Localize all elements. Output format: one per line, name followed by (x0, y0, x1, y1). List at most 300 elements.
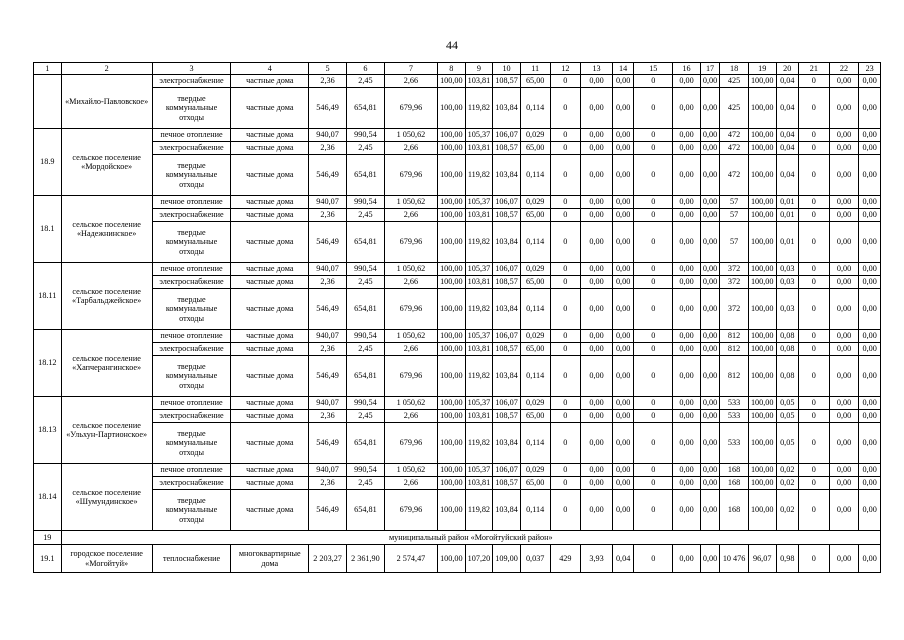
table-cell: 546,49 (309, 155, 347, 196)
table-row (34, 423, 881, 464)
table-cell: 0,00 (612, 276, 633, 289)
table-cell: 2,66 (384, 75, 437, 88)
table-cell: 0 (799, 490, 830, 531)
table-cell: 0,00 (859, 155, 881, 196)
table-cell: 106,07 (493, 196, 521, 209)
table-cell: 2,45 (346, 276, 384, 289)
table-cell: электроснабжение (152, 477, 231, 490)
table-cell: 0,04 (776, 75, 799, 88)
table-cell: 0 (799, 222, 830, 263)
table-cell: 0,00 (612, 410, 633, 423)
table-cell: 0 (550, 222, 581, 263)
table-cell: 0,00 (612, 464, 633, 477)
table-cell: 100,00 (748, 129, 776, 142)
table-cell: 103,84 (493, 423, 521, 464)
table-cell: 0,04 (776, 142, 799, 155)
table-cell: 0,08 (776, 343, 799, 356)
table-cell: 0,00 (700, 397, 719, 410)
table-cell: 100,00 (748, 263, 776, 276)
table-cell: 0,01 (776, 209, 799, 222)
table-cell: 2,66 (384, 477, 437, 490)
table-cell: 0,00 (859, 545, 881, 573)
table-cell: 105,37 (465, 397, 493, 410)
table-cell: 100,00 (748, 356, 776, 397)
table-cell: 0,00 (581, 75, 613, 88)
table-cell: 654,81 (346, 88, 384, 129)
table-cell: 65,00 (520, 209, 550, 222)
table-cell: частные дома (231, 410, 309, 423)
table-cell: 119,82 (465, 490, 493, 531)
table-cell: 0,00 (859, 490, 881, 531)
column-number: 14 (612, 63, 633, 75)
column-number: 21 (799, 63, 830, 75)
table-cell: 0,00 (581, 490, 613, 531)
table-cell: 100,00 (438, 464, 466, 477)
table-cell: 0,03 (776, 263, 799, 276)
table-cell: 0 (550, 276, 581, 289)
table-cell: 0 (799, 343, 830, 356)
table-cell: 0 (799, 276, 830, 289)
table-cell: 0,00 (612, 343, 633, 356)
table-cell: 2,45 (346, 75, 384, 88)
table-cell: 0,00 (700, 75, 719, 88)
table-cell: 654,81 (346, 356, 384, 397)
table-row (34, 490, 881, 531)
table-cell: 0,00 (859, 222, 881, 263)
table-cell: 2 203,27 (309, 545, 347, 573)
table-row (34, 209, 881, 222)
table-cell: 0,00 (859, 209, 881, 222)
table-cell: 103,81 (465, 410, 493, 423)
table-cell: 1 050,62 (384, 330, 437, 343)
table-cell: 679,96 (384, 356, 437, 397)
table-row (34, 545, 881, 573)
table-row (34, 263, 881, 276)
table-cell: 0,00 (612, 75, 633, 88)
table-cell: 103,81 (465, 276, 493, 289)
table-cell: 109,00 (493, 545, 521, 573)
table-cell: 65,00 (520, 477, 550, 490)
table-cell: 0,00 (700, 423, 719, 464)
table-cell: частные дома (231, 343, 309, 356)
table-cell: 0,00 (673, 423, 701, 464)
table-cell: 679,96 (384, 222, 437, 263)
table-cell: 0,00 (581, 129, 613, 142)
table-cell: 0,00 (581, 209, 613, 222)
table-cell: 100,00 (748, 343, 776, 356)
table-cell: электроснабжение (152, 410, 231, 423)
table-cell: 654,81 (346, 423, 384, 464)
table-cell: 0,00 (673, 263, 701, 276)
table-cell: 0,04 (612, 545, 633, 573)
table-cell: 0,02 (776, 490, 799, 531)
table-cell: 100,00 (748, 75, 776, 88)
column-number: 4 (231, 63, 309, 75)
table-cell: 546,49 (309, 356, 347, 397)
table-cell: 0,00 (673, 276, 701, 289)
table-cell: 372 (720, 263, 749, 276)
table-cell: 0,00 (700, 545, 719, 573)
table-row (34, 356, 881, 397)
table-cell: 0,114 (520, 222, 550, 263)
table-cell: 103,84 (493, 356, 521, 397)
table-cell: 100,00 (748, 477, 776, 490)
table-cell: 940,07 (309, 330, 347, 343)
table-cell: 119,82 (465, 289, 493, 330)
settlement-name: сельское поселение «Надежнинское» (61, 196, 152, 263)
table-cell: 0 (799, 397, 830, 410)
table-cell: 2,45 (346, 477, 384, 490)
column-number: 16 (673, 63, 701, 75)
table-cell: 546,49 (309, 289, 347, 330)
table-cell: 65,00 (520, 75, 550, 88)
table-cell: 0,00 (859, 263, 881, 276)
table-cell: 0,03 (776, 289, 799, 330)
table-cell: 0,037 (520, 545, 550, 573)
table-cell: 108,57 (493, 209, 521, 222)
column-number: 19 (748, 63, 776, 75)
table-row (34, 289, 881, 330)
column-number: 9 (465, 63, 493, 75)
table-cell: 1 050,62 (384, 263, 437, 276)
table-cell: 106,07 (493, 330, 521, 343)
settlement-name: сельское поселение «Хапчерангинское» (61, 330, 152, 397)
table-cell: 0,00 (673, 343, 701, 356)
table-cell: 0,00 (612, 330, 633, 343)
table-cell: 0 (799, 423, 830, 464)
table-cell: 0,05 (776, 397, 799, 410)
table-cell: 0,00 (673, 356, 701, 397)
table-cell: 990,54 (346, 196, 384, 209)
table-row (34, 155, 881, 196)
table-cell: 103,81 (465, 75, 493, 88)
row-number: 18.11 (34, 263, 62, 330)
table-cell: 168 (720, 464, 749, 477)
table-cell: 654,81 (346, 490, 384, 531)
table-row (34, 196, 881, 209)
table-cell: частные дома (231, 397, 309, 410)
table-cell: 2,45 (346, 410, 384, 423)
table-cell: 0,00 (859, 477, 881, 490)
table-cell: 0,00 (612, 289, 633, 330)
table-cell: твердые коммунальные отходы (152, 289, 231, 330)
table-cell: 100,00 (438, 423, 466, 464)
table-cell: 0,00 (581, 88, 613, 129)
table-cell: 0,00 (581, 263, 613, 276)
table-cell: 990,54 (346, 263, 384, 276)
settlement-name: сельское поселение «Тарбальджейское» (61, 263, 152, 330)
table-cell: 0,00 (581, 397, 613, 410)
column-number: 13 (581, 63, 613, 75)
table-cell: 0,00 (829, 490, 859, 531)
table-cell: 2,36 (309, 477, 347, 490)
table-cell: 106,07 (493, 129, 521, 142)
table-cell: 546,49 (309, 88, 347, 129)
table-cell: 105,37 (465, 196, 493, 209)
table-cell: 0 (634, 222, 673, 263)
table-row (34, 343, 881, 356)
table-cell: печное отопление (152, 397, 231, 410)
table-cell: 0 (799, 142, 830, 155)
table-cell: 0,00 (829, 222, 859, 263)
table-cell: 2,36 (309, 209, 347, 222)
table-cell: 108,57 (493, 142, 521, 155)
table-cell: 0,00 (673, 397, 701, 410)
table-cell: 103,84 (493, 222, 521, 263)
table-cell: твердые коммунальные отходы (152, 222, 231, 263)
table-cell: 533 (720, 423, 749, 464)
table-cell: 3,93 (581, 545, 613, 573)
table-cell: 0 (550, 464, 581, 477)
table-cell: 2 361,90 (346, 545, 384, 573)
table-cell: 100,00 (748, 276, 776, 289)
table-cell: 108,57 (493, 410, 521, 423)
table-cell: 100,00 (438, 289, 466, 330)
column-number: 20 (776, 63, 799, 75)
table-cell: 0 (634, 129, 673, 142)
table-cell: 0,00 (859, 330, 881, 343)
table-cell: печное отопление (152, 196, 231, 209)
table-cell: 0 (550, 263, 581, 276)
table-cell: 0,00 (700, 209, 719, 222)
table-cell: частные дома (231, 209, 309, 222)
table-cell: 100,00 (748, 423, 776, 464)
table-cell: 0,029 (520, 464, 550, 477)
table-cell: 0,00 (859, 343, 881, 356)
table-cell: 0,00 (829, 545, 859, 573)
table-cell: 0 (550, 356, 581, 397)
table-cell: 0,00 (700, 343, 719, 356)
table-cell: 1 050,62 (384, 196, 437, 209)
table-cell: 100,00 (438, 196, 466, 209)
table-cell: 0,08 (776, 330, 799, 343)
table-cell: 103,84 (493, 289, 521, 330)
table-cell: 0,00 (700, 263, 719, 276)
table-cell: 0,114 (520, 88, 550, 129)
table-cell: 0,00 (829, 423, 859, 464)
table-cell: 0,00 (700, 477, 719, 490)
table-cell: 2,36 (309, 142, 347, 155)
table-cell: 119,82 (465, 155, 493, 196)
table-cell: 0,00 (612, 490, 633, 531)
table-cell: печное отопление (152, 330, 231, 343)
table-cell: частные дома (231, 330, 309, 343)
table-cell: электроснабжение (152, 276, 231, 289)
table-cell: частные дома (231, 490, 309, 531)
table-cell: 0,00 (829, 410, 859, 423)
table-cell: 0,00 (829, 263, 859, 276)
table-cell: 0,00 (700, 356, 719, 397)
table-cell: 0,00 (581, 289, 613, 330)
table-cell: 546,49 (309, 423, 347, 464)
table-cell: 0,00 (829, 464, 859, 477)
table-cell: 100,00 (438, 155, 466, 196)
table-cell: электроснабжение (152, 209, 231, 222)
table-cell: 106,07 (493, 464, 521, 477)
table-cell: 0,00 (673, 545, 701, 573)
table-cell: 546,49 (309, 222, 347, 263)
table-cell: 0 (634, 289, 673, 330)
table-cell: 0,114 (520, 289, 550, 330)
table-cell: 0,00 (829, 289, 859, 330)
table-cell: 0,04 (776, 129, 799, 142)
table-cell: 2,45 (346, 142, 384, 155)
table-cell: частные дома (231, 142, 309, 155)
table-cell: 0,00 (700, 196, 719, 209)
table-cell: 100,00 (438, 263, 466, 276)
row-number: 18.14 (34, 464, 62, 531)
table-cell: 100,00 (438, 330, 466, 343)
row-number (34, 75, 62, 129)
table-cell: 940,07 (309, 263, 347, 276)
table-cell: 100,00 (438, 222, 466, 263)
settlement-name: городское поселение «Могойтуй» (61, 545, 152, 573)
table-cell: 0,00 (673, 330, 701, 343)
table-cell: 0,00 (700, 276, 719, 289)
table-cell: 1 050,62 (384, 397, 437, 410)
table-cell: 679,96 (384, 423, 437, 464)
table-cell: 679,96 (384, 155, 437, 196)
table-cell: 0 (550, 397, 581, 410)
table-cell: частные дома (231, 356, 309, 397)
row-number: 18.12 (34, 330, 62, 397)
table-cell: 0 (799, 477, 830, 490)
table-cell: частные дома (231, 289, 309, 330)
table-cell: 108,57 (493, 276, 521, 289)
column-number: 6 (346, 63, 384, 75)
row-number: 19.1 (34, 545, 62, 573)
table-cell: 0,00 (612, 222, 633, 263)
table-cell: многоквартирные дома (231, 545, 309, 573)
table-cell: 100,00 (438, 88, 466, 129)
table-cell: 0 (550, 129, 581, 142)
table-cell: 0,02 (776, 464, 799, 477)
table-cell: 0 (634, 464, 673, 477)
table-cell: 990,54 (346, 330, 384, 343)
table-cell: 940,07 (309, 196, 347, 209)
table-cell: 0,00 (859, 397, 881, 410)
table-cell: 100,00 (438, 490, 466, 531)
table-cell: 103,84 (493, 88, 521, 129)
table-cell: 0 (799, 209, 830, 222)
table-cell: 0,029 (520, 129, 550, 142)
table-cell: 0,00 (859, 276, 881, 289)
table-cell: 0,00 (829, 477, 859, 490)
table-cell: 0,00 (581, 356, 613, 397)
table-cell: 546,49 (309, 490, 347, 531)
table-cell: 940,07 (309, 129, 347, 142)
table-cell: 0,00 (829, 397, 859, 410)
table-cell: частные дома (231, 464, 309, 477)
table-cell: 0 (634, 397, 673, 410)
table-cell: 100,00 (748, 209, 776, 222)
table-cell: 654,81 (346, 289, 384, 330)
table-cell: 100,00 (438, 397, 466, 410)
table-cell: 65,00 (520, 410, 550, 423)
table-cell: 0 (550, 343, 581, 356)
table-row (34, 330, 881, 343)
table-cell: 100,00 (748, 142, 776, 155)
table-cell: 2,45 (346, 209, 384, 222)
table-cell: 105,37 (465, 464, 493, 477)
column-number: 1 (34, 63, 62, 75)
table-cell: 0,00 (673, 289, 701, 330)
table-cell: 65,00 (520, 142, 550, 155)
table-cell: 103,84 (493, 155, 521, 196)
table-cell: 100,00 (748, 222, 776, 263)
table-cell: 2,36 (309, 410, 347, 423)
table-cell: 0 (634, 343, 673, 356)
table-cell: 2,36 (309, 75, 347, 88)
district-row (34, 531, 881, 545)
table-cell: 0,114 (520, 155, 550, 196)
table-cell: 533 (720, 410, 749, 423)
table-row (34, 276, 881, 289)
table-cell: 0,04 (776, 88, 799, 129)
table-cell: 425 (720, 75, 749, 88)
table-cell: 100,00 (438, 545, 466, 573)
table-cell: 425 (720, 88, 749, 129)
table-cell: 119,82 (465, 356, 493, 397)
page-number: 44 (446, 38, 458, 52)
table-cell: 0,00 (673, 490, 701, 531)
table-cell: 103,81 (465, 209, 493, 222)
table-cell: 0,08 (776, 356, 799, 397)
table-cell: 0,00 (612, 196, 633, 209)
table-cell: 65,00 (520, 276, 550, 289)
table-cell: 0,00 (612, 155, 633, 196)
table-cell: частные дома (231, 222, 309, 263)
table-cell: частные дома (231, 276, 309, 289)
table-cell: 429 (550, 545, 581, 573)
table-cell: 0 (634, 142, 673, 155)
column-number: 23 (859, 63, 881, 75)
table-cell: 0,00 (700, 142, 719, 155)
table-cell: 0,05 (776, 423, 799, 464)
table-cell: 0,114 (520, 490, 550, 531)
table-cell: 0 (799, 464, 830, 477)
table-cell: 0 (550, 155, 581, 196)
table-cell: 0 (799, 196, 830, 209)
table-cell: 0,00 (829, 155, 859, 196)
column-number: 11 (520, 63, 550, 75)
column-number: 5 (309, 63, 347, 75)
table-cell: 0,00 (829, 196, 859, 209)
table-cell: 0,029 (520, 330, 550, 343)
table-cell: 679,96 (384, 490, 437, 531)
table-cell: частные дома (231, 423, 309, 464)
table-cell: 372 (720, 289, 749, 330)
table-row (34, 129, 881, 142)
table-row (34, 477, 881, 490)
table-cell: 0,00 (859, 196, 881, 209)
table-cell: 0 (799, 545, 830, 573)
table-cell: 0,00 (859, 129, 881, 142)
table-cell: 0,00 (612, 477, 633, 490)
table-cell: 96,07 (748, 545, 776, 573)
table-cell: 0,00 (829, 343, 859, 356)
table-cell: 119,82 (465, 88, 493, 129)
table-cell: печное отопление (152, 263, 231, 276)
column-number: 12 (550, 63, 581, 75)
table-cell: 0,00 (612, 209, 633, 222)
table-cell: 108,57 (493, 477, 521, 490)
table-cell: 0,00 (829, 330, 859, 343)
column-number: 7 (384, 63, 437, 75)
table-cell: 0 (634, 209, 673, 222)
settlement-name: сельское поселение «Шумундинское» (61, 464, 152, 531)
table-cell: 0,04 (776, 155, 799, 196)
